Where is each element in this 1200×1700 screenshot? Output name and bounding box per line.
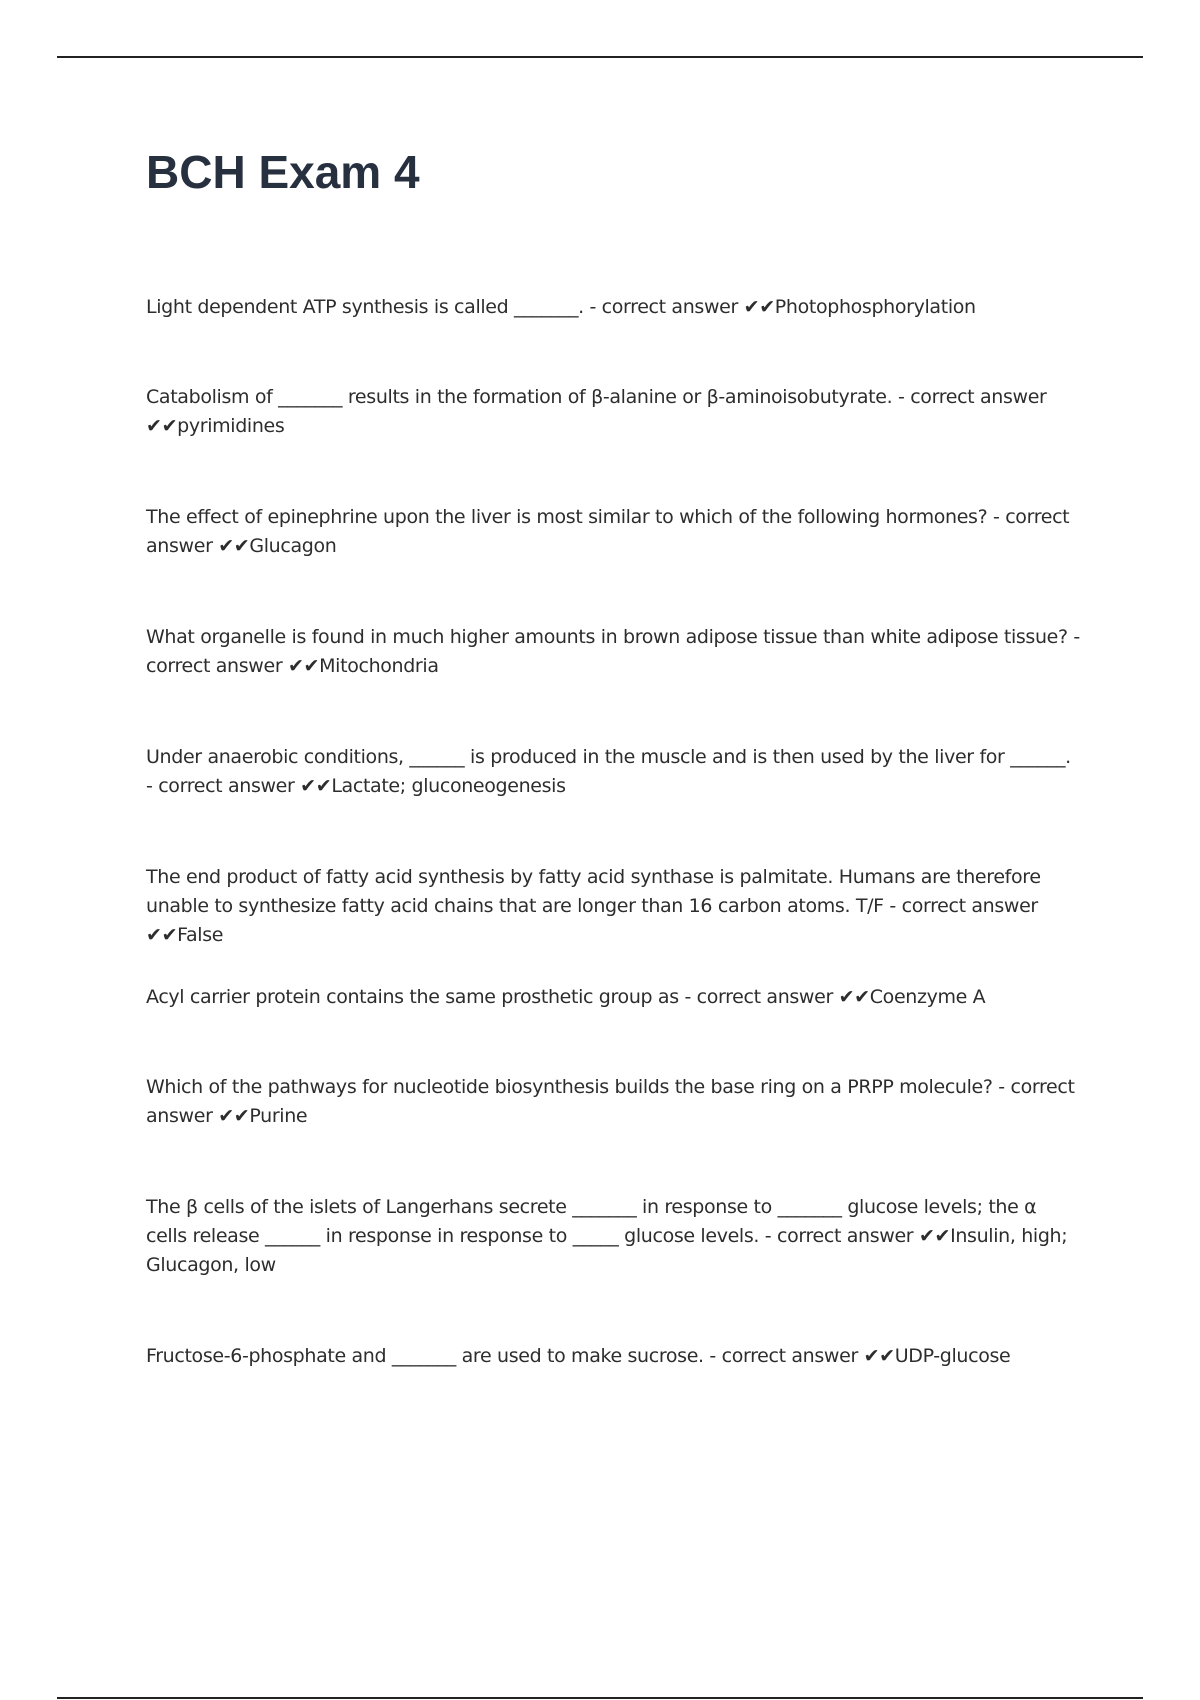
bottom-rule bbox=[57, 1697, 1143, 1699]
qa-item-7: Acyl carrier protein contains the same prosthetic group as - correct answer ✔✔Coenzyme A bbox=[146, 986, 986, 1008]
page-title: BCH Exam 4 bbox=[146, 146, 420, 198]
top-rule bbox=[57, 56, 1143, 58]
qa-item-4: What organelle is found in much higher amounts in brown adipose tissue than white adipose tissue? - correct answer ✔✔Mitochondria bbox=[146, 626, 1080, 677]
qa-item-2: Catabolism of _______ results in the formation of β-alanine or β-aminoisobutyrate. - correct answer ✔✔pyrimidines bbox=[146, 386, 1047, 437]
qa-item-6: The end product of fatty acid synthesis by fatty acid synthase is palmitate. Humans are therefore unable to synthesize fatty acid chains that are longer than 16 carbon atoms. T/F - correct answer ✔✔False bbox=[146, 866, 1041, 946]
qa-item-9: The β cells of the islets of Langerhans secrete _______ in response to _______ glucose levels; the α cells release ______ in response in response to _____ glucose levels. - correct answer ✔✔Insulin, high; Glucagon, low bbox=[146, 1196, 1068, 1276]
qa-item-5: Under anaerobic conditions, ______ is produced in the muscle and is then used by the liver for ______. - correct answer ✔✔Lactate; gluconeogenesis bbox=[146, 746, 1071, 797]
qa-item-10: Fructose-6-phosphate and _______ are used to make sucrose. - correct answer ✔✔UDP-glucose bbox=[146, 1345, 1011, 1367]
qa-item-1: Light dependent ATP synthesis is called _______. - correct answer ✔✔Photophosphorylation bbox=[146, 296, 976, 318]
qa-item-8: Which of the pathways for nucleotide biosynthesis builds the base ring on a PRPP molecule? - correct answer ✔✔Purine bbox=[146, 1076, 1075, 1127]
qa-item-3: The effect of epinephrine upon the liver is most similar to which of the following hormones? - correct answer ✔✔Glucagon bbox=[146, 506, 1070, 557]
